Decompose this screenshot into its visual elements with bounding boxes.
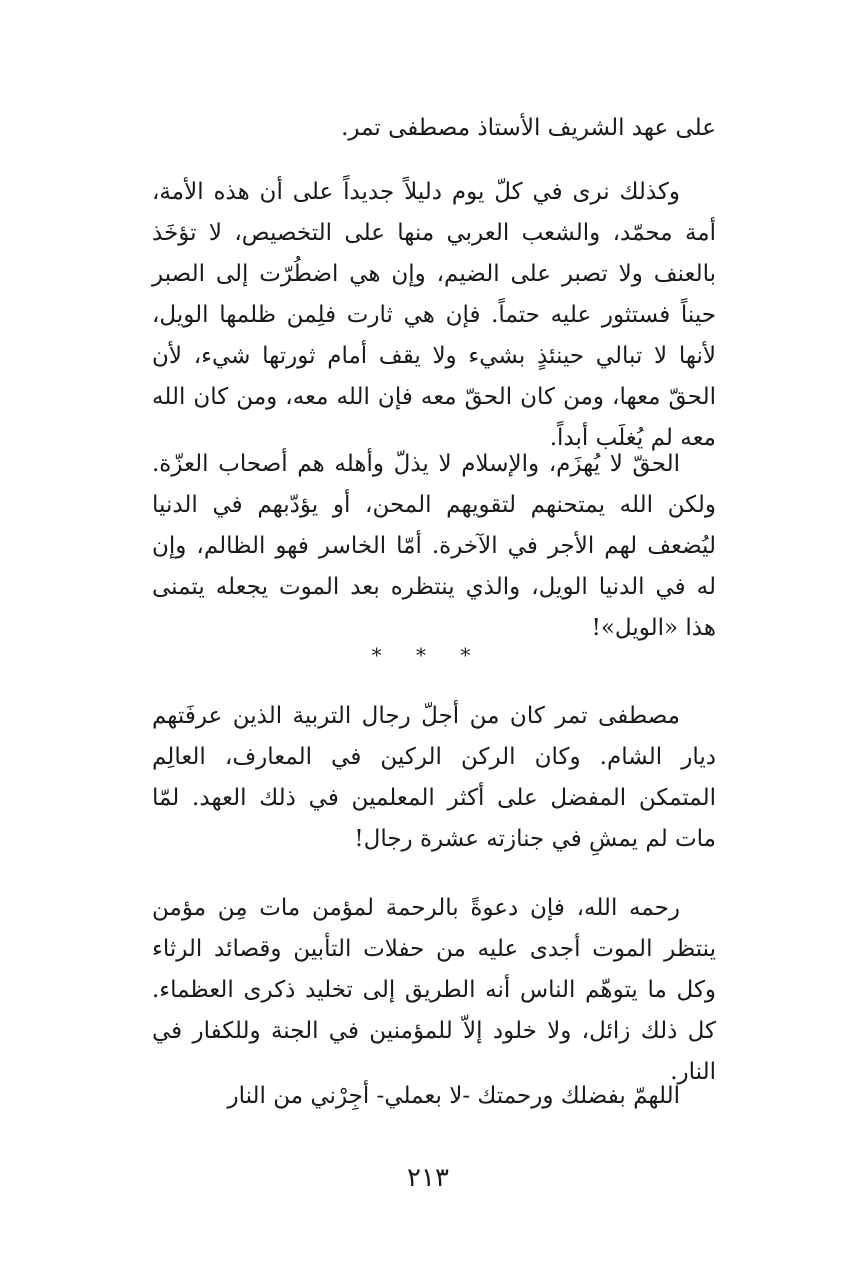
paragraph-nation-justice: [152, 172, 716, 459]
paragraph-text: على عهد الشريف الأستاذ مصطفى تمر.: [341, 115, 716, 141]
paragraph-text: مصطفى تمر كان من أجلّ رجال التربية الذين عرفَتهم ديار الشام. وكان الركن الركين في المعارف، العالِم المتمكن المفضل على أكثر المعلمين في ذلك العهد. لمّا مات لم يمشِ في جنازته عشرة رجال!: [152, 703, 716, 852]
page-number: ٢١٣: [407, 1163, 449, 1193]
paragraph-text: رحمه الله، فإن دعوةً بالرحمة لمؤمن مات مِن مؤمن ينتظر الموت أجدى عليه من حفلات التأبين وقصائد الرثاء وكل ما يتوهّم الناس أنه الطريق إلى تخليد ذكرى العظماء. كل ذلك زائل، ولا خلود إلاّ للمؤمنين في الجنة وللكفار في النار.: [152, 895, 716, 1085]
paragraph-truth-not-defeated: [152, 444, 716, 649]
paragraph-continuation: [152, 108, 716, 149]
paragraph-mercy-prayer: [152, 888, 716, 1093]
section-separator: * * *: [371, 643, 485, 667]
paragraph-text: الحقّ لا يُهزَم، والإسلام لا يذلّ وأهله هم أصحاب العزّة. ولكن الله يمتحنهم لتقويهم المحن، أو يؤدّبهم في الدنيا ليُضعف لهم الأجر في الآخرة. أمّا الخاسر فهو الظالم، وإن له في الدنيا الويل، والذي ينتظره بعد الموت يجعله يتمنى هذا «الويل»!: [152, 451, 716, 641]
paragraph-text: وكذلك نرى في كلّ يوم دليلاً جديداً على أن هذه الأمة، أمة محمّد، والشعب العربي منها على التخصيص، لا تؤخَذ بالعنف ولا تصبر على الضيم، وإن هي اضطُرّت إلى الصبر حيناً فستثور عليه حتماً. فإن هي ثارت فلِمن ظلمها الويل، لأنها لا تبالي حينئذٍ بشيء ولا يقف أمام ثورتها شيء، لأن الحقّ معها، ومن كان الحقّ معه فإن الله معه، ومن كان الله معه لم يُغلَب أبداً.: [152, 179, 716, 451]
paragraph-text: اللهمّ بفضلك ورحمتك -لا بعملي- أجِرْني من النار: [227, 1083, 680, 1109]
paragraph-mustafa-tamr: [152, 696, 716, 860]
paragraph-supplication: [152, 1076, 716, 1117]
